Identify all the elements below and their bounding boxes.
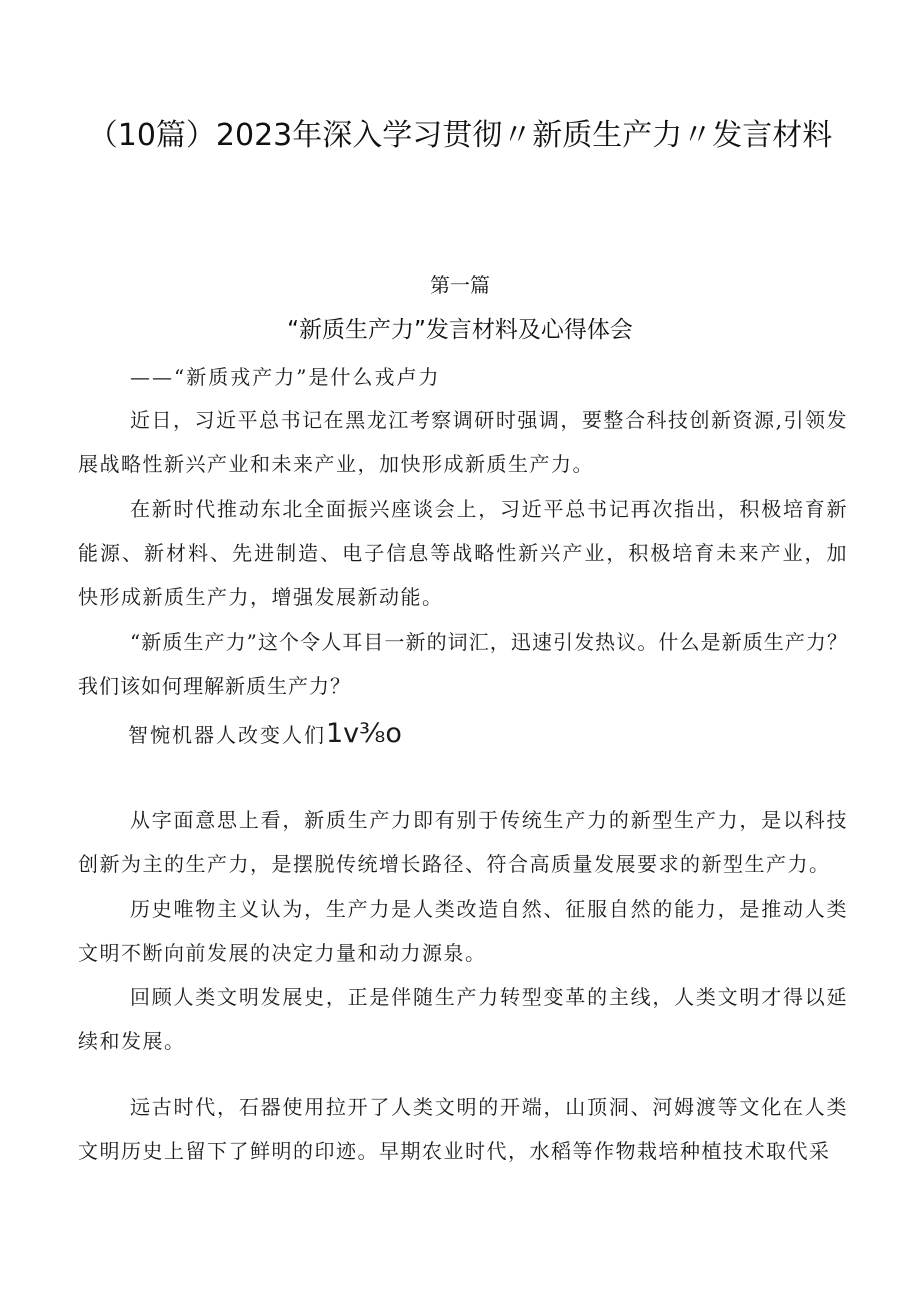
paragraph: 远古时代，石器使用拉开了人类文明的开端，山顶洞、河姆渡等文化在人类文明历史上留下了鲜明的印迹。早期农业时代，水稻等作物栽培种植技术取代采 [78, 1095, 848, 1163]
paragraph: 历史唯物主义认为，生产力是人类改造自然、征服自然的能力，是推动人类文明不断向前发展的决定力量和动力源泉。 [78, 897, 848, 965]
article-subtitle: ——“新质戎产力”是什么戎卢力 [130, 365, 441, 389]
paragraph: 在新时代推动东北全面振兴座谈会上，习近平总书记再次指出，积极培育新能源、新材料、先进制造、电子信息等战略性新兴产业，积极培育未来产业，加快形成新质生产力，增强发展新动能。 [78, 497, 848, 609]
image-caption [128, 712, 828, 757]
article-title: “新质生产力”发言材料及心得体会 [287, 317, 633, 343]
document-title: （10篇）2023年深入学习贯彻〃新质生产力〃发言材料 [87, 118, 833, 153]
caption-text: 智惋机器人改变人们 [128, 723, 326, 747]
paragraph: 从字面意思上看，新质生产力即有别于传统生产力的新型生产力，是以科技创新为主的生产力，是摆脱传统增长路径、符合高质量发展要求的新型生产力。 [78, 808, 848, 876]
caption-garbled-text: 1v⅜o [326, 718, 402, 749]
paragraph: 回顾人类文明发展史，正是伴随生产力转型变革的主线，人类文明才得以延续和发展。 [78, 985, 848, 1053]
paragraph: “新质生产力”这个令人耳目一新的词汇，迅速引发热议。什么是新质生产力？我们该如何理解新质生产力？ [78, 630, 848, 698]
paragraph: 近日，习近平总书记在黑龙江考察调研时强调，要整合科技创新资源,引领发展战略性新兴产业和未来产业，加快形成新质生产力。 [78, 408, 848, 476]
chapter-heading: 第一篇 [430, 273, 490, 297]
